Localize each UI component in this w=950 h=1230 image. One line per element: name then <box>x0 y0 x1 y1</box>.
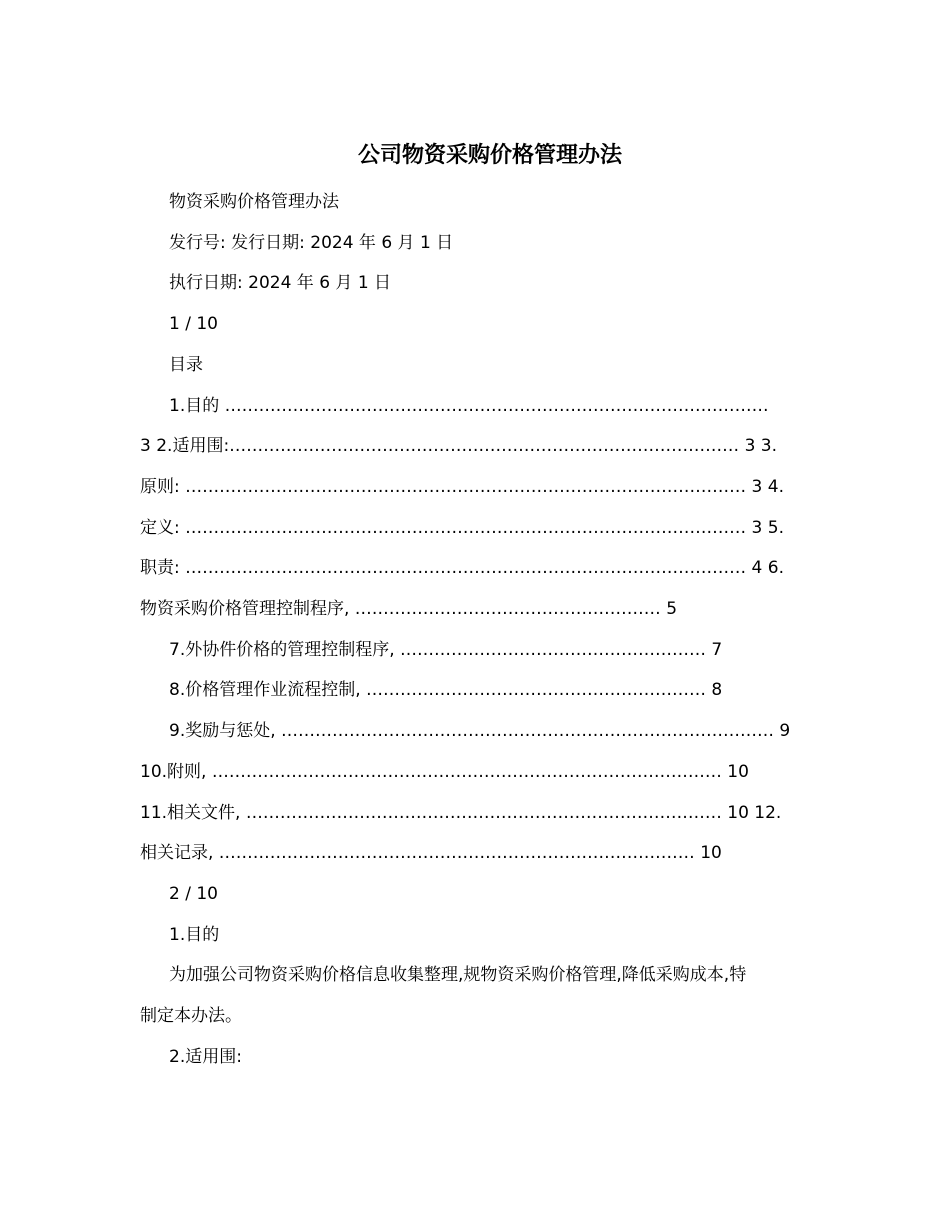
document-title: 公司物资采购价格管理办法 <box>357 143 622 168</box>
page-number: 1 / 10 <box>169 314 218 335</box>
page-number: 2 / 10 <box>169 883 218 904</box>
toc-entry: 物资采购价格管理控制程序, ……………………………………………… 5 <box>140 599 678 620</box>
paragraph-line: 为加强公司物资采购价格信息收集整理,规物资采购价格管理,降低采购成本,特 <box>169 965 747 986</box>
toc-entry: 7.外协件价格的管理控制程序, ……………………………………………… 7 <box>169 639 723 660</box>
toc-entry: 原则: ……………………………………………………………………………………… 3 4. <box>140 476 784 497</box>
toc-entry: 1.目的 …………………………………………………………………………………… <box>169 395 769 416</box>
section-heading: 2.适用围: <box>169 1046 242 1067</box>
toc-entry: 8.价格管理作业流程控制, …………………………………………………… 8 <box>169 680 723 701</box>
toc-entry: 9.奖励与惩处, …………………………………………………………………………… 9 <box>169 721 791 742</box>
toc-entry: 职责: ……………………………………………………………………………………… 4 6. <box>140 558 784 579</box>
toc-entry: 11.相关文件, ………………………………………………………………………… 10 12. <box>140 802 782 823</box>
doc-line: 发行号: 发行日期: 2024 年 6 月 1 日 <box>169 232 454 253</box>
toc-entry: 3 2.适用围:……………………………………………………………………………… 3 3. <box>140 436 778 457</box>
toc-entry: 相关记录, ………………………………………………………………………… 10 <box>140 843 722 864</box>
doc-line: 执行日期: 2024 年 6 月 1 日 <box>169 273 392 294</box>
doc-line: 物资采购价格管理办法 <box>169 192 339 212</box>
paragraph-line: 制定本办法。 <box>140 1006 242 1027</box>
toc-heading: 目录 <box>169 354 203 375</box>
document-body <box>140 182 820 1077</box>
toc-entry: 定义: ……………………………………………………………………………………… 3 5. <box>140 517 784 538</box>
toc-entry: 10.附则, ……………………………………………………………………………… 10 <box>140 761 749 782</box>
section-heading: 1.目的 <box>169 924 220 945</box>
